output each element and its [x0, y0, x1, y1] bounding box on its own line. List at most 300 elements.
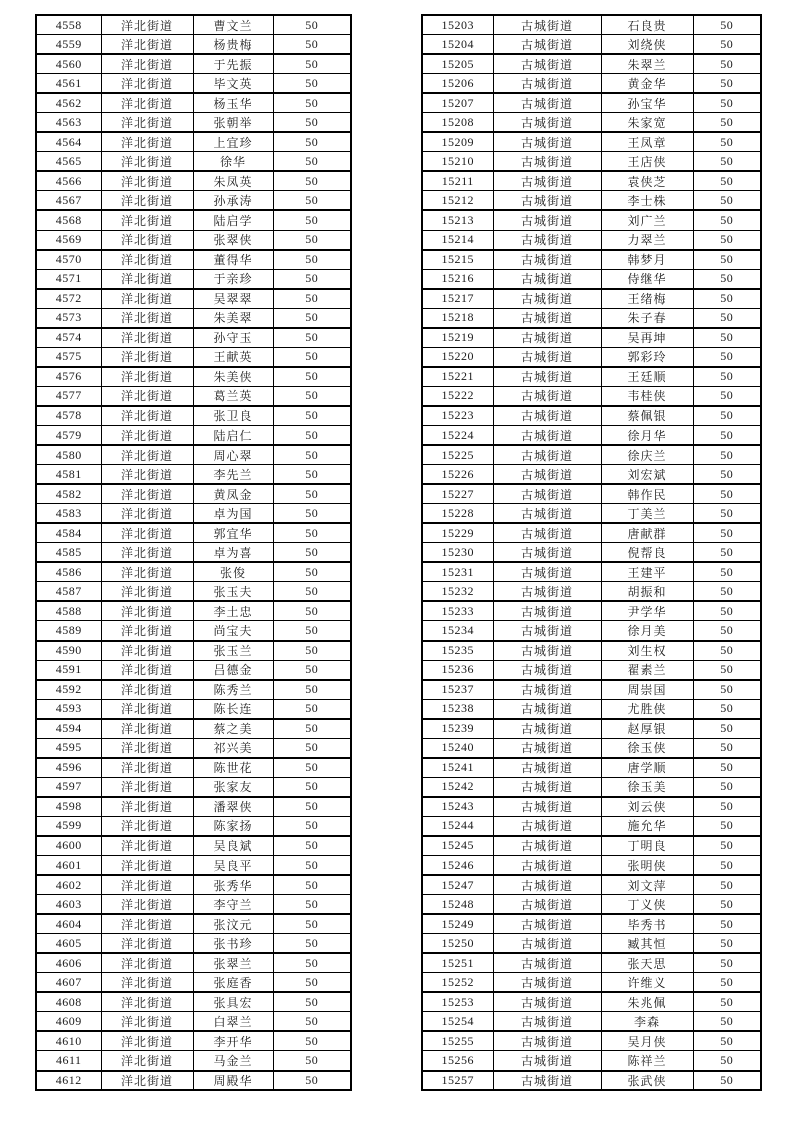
street-cell: 古城街道: [493, 621, 601, 641]
table-row: [422, 93, 761, 113]
table-row: [422, 1071, 761, 1091]
amount-cell: 50: [273, 504, 351, 524]
amount-cell: 50: [273, 895, 351, 915]
name-cell: 徐华: [193, 152, 273, 172]
table-row: [422, 484, 761, 504]
name-cell: 张秀华: [193, 875, 273, 895]
amount-cell: 50: [273, 719, 351, 739]
amount-cell: 50: [693, 1031, 761, 1051]
street-cell: 洋北街道: [101, 856, 193, 876]
street-cell: 古城街道: [493, 171, 601, 191]
table-row: [422, 895, 761, 915]
amount-cell: 50: [693, 347, 761, 367]
person-id-cell: 4607: [36, 973, 101, 993]
person-id-cell: 15206: [422, 74, 493, 94]
street-cell: 洋北街道: [101, 289, 193, 309]
name-cell: 朱翠兰: [601, 54, 693, 74]
person-id-cell: 4576: [36, 367, 101, 387]
name-cell: 张具宏: [193, 992, 273, 1012]
amount-cell: 50: [273, 836, 351, 856]
table-row: [36, 269, 351, 289]
person-id-cell: 4573: [36, 308, 101, 328]
amount-cell: 50: [273, 367, 351, 387]
amount-cell: 50: [693, 719, 761, 739]
amount-cell: 50: [273, 797, 351, 817]
table-row: [36, 289, 351, 309]
person-id-cell: 4592: [36, 680, 101, 700]
table-row: [422, 74, 761, 94]
street-cell: 洋北街道: [101, 562, 193, 582]
person-id-cell: 15231: [422, 562, 493, 582]
street-cell: 古城街道: [493, 660, 601, 680]
person-id-cell: 15222: [422, 386, 493, 406]
street-cell: 洋北街道: [101, 406, 193, 426]
name-cell: 丁美兰: [601, 504, 693, 524]
table-row: [36, 445, 351, 465]
street-cell: 古城街道: [493, 445, 601, 465]
name-cell: 周殿华: [193, 1071, 273, 1091]
table-row: [422, 523, 761, 543]
person-id-cell: 4564: [36, 132, 101, 152]
name-cell: 孙宝华: [601, 93, 693, 113]
amount-cell: 50: [273, 54, 351, 74]
amount-cell: 50: [273, 113, 351, 133]
name-cell: 施允华: [601, 816, 693, 836]
person-id-cell: 4599: [36, 816, 101, 836]
street-cell: 洋北街道: [101, 934, 193, 954]
person-id-cell: 15254: [422, 1012, 493, 1032]
name-cell: 朱凤英: [193, 171, 273, 191]
table-row: [422, 1012, 761, 1032]
street-cell: 洋北街道: [101, 601, 193, 621]
amount-cell: 50: [693, 367, 761, 387]
street-cell: 洋北街道: [101, 582, 193, 602]
person-id-cell: 15257: [422, 1071, 493, 1091]
person-id-cell: 4579: [36, 425, 101, 445]
amount-cell: 50: [273, 777, 351, 797]
table-row: [422, 367, 761, 387]
street-cell: 古城街道: [493, 93, 601, 113]
person-id-cell: 15246: [422, 856, 493, 876]
street-cell: 古城街道: [493, 992, 601, 1012]
table-row: [422, 719, 761, 739]
name-cell: 李土忠: [193, 601, 273, 621]
street-cell: 古城街道: [493, 523, 601, 543]
name-cell: 毕文英: [193, 74, 273, 94]
person-id-cell: 15256: [422, 1051, 493, 1071]
amount-cell: 50: [693, 15, 761, 35]
street-cell: 古城街道: [493, 1051, 601, 1071]
amount-cell: 50: [273, 406, 351, 426]
name-cell: 李开华: [193, 1031, 273, 1051]
table-row: [422, 54, 761, 74]
table-row: [422, 425, 761, 445]
name-cell: 王店侠: [601, 152, 693, 172]
amount-cell: 50: [273, 914, 351, 934]
person-id-cell: 4602: [36, 875, 101, 895]
table-row: [36, 875, 351, 895]
name-cell: 于亲珍: [193, 269, 273, 289]
person-id-cell: 4601: [36, 856, 101, 876]
street-cell: 古城街道: [493, 230, 601, 250]
amount-cell: 50: [273, 660, 351, 680]
table-row: [36, 1031, 351, 1051]
name-cell: 许维义: [601, 973, 693, 993]
person-id-cell: 4596: [36, 758, 101, 778]
person-id-cell: 4559: [36, 35, 101, 55]
person-id-cell: 4575: [36, 347, 101, 367]
amount-cell: 50: [693, 1012, 761, 1032]
name-cell: 黄金华: [601, 74, 693, 94]
name-cell: 杨玉华: [193, 93, 273, 113]
table-row: [422, 445, 761, 465]
name-cell: 陆启仁: [193, 425, 273, 445]
name-cell: 上宜珍: [193, 132, 273, 152]
table-row: [36, 1051, 351, 1071]
amount-cell: 50: [273, 641, 351, 661]
street-cell: 古城街道: [493, 699, 601, 719]
table-row: [36, 113, 351, 133]
amount-cell: 50: [693, 74, 761, 94]
name-cell: 葛兰英: [193, 386, 273, 406]
amount-cell: 50: [273, 269, 351, 289]
amount-cell: 50: [273, 973, 351, 993]
table-row: [422, 152, 761, 172]
amount-cell: 50: [273, 816, 351, 836]
table-row: [422, 953, 761, 973]
person-id-cell: 4590: [36, 641, 101, 661]
person-id-cell: 4604: [36, 914, 101, 934]
table-row: [422, 308, 761, 328]
amount-cell: 50: [273, 738, 351, 758]
street-cell: 洋北街道: [101, 719, 193, 739]
amount-cell: 50: [273, 15, 351, 35]
name-cell: 吴月侠: [601, 1031, 693, 1051]
person-id-cell: 15240: [422, 738, 493, 758]
street-cell: 洋北街道: [101, 386, 193, 406]
street-cell: 洋北街道: [101, 1071, 193, 1091]
person-id-cell: 4563: [36, 113, 101, 133]
amount-cell: 50: [693, 621, 761, 641]
name-cell: 张书珍: [193, 934, 273, 954]
street-cell: 洋北街道: [101, 504, 193, 524]
left-roster-table: [35, 14, 352, 1091]
table-row: [422, 856, 761, 876]
table-row: [36, 660, 351, 680]
amount-cell: 50: [273, 425, 351, 445]
table-row: [422, 934, 761, 954]
name-cell: 陈家扬: [193, 816, 273, 836]
person-id-cell: 4597: [36, 777, 101, 797]
name-cell: 卓为国: [193, 504, 273, 524]
table-row: [422, 15, 761, 35]
street-cell: 洋北街道: [101, 523, 193, 543]
table-row: [422, 758, 761, 778]
street-cell: 古城街道: [493, 406, 601, 426]
street-cell: 洋北街道: [101, 973, 193, 993]
name-cell: 韩梦月: [601, 250, 693, 270]
amount-cell: 50: [273, 543, 351, 563]
person-id-cell: 15239: [422, 719, 493, 739]
person-id-cell: 4570: [36, 250, 101, 270]
person-id-cell: 4611: [36, 1051, 101, 1071]
street-cell: 洋北街道: [101, 641, 193, 661]
street-cell: 古城街道: [493, 425, 601, 445]
person-id-cell: 4577: [36, 386, 101, 406]
amount-cell: 50: [693, 934, 761, 954]
amount-cell: 50: [273, 386, 351, 406]
street-cell: 洋北街道: [101, 543, 193, 563]
street-cell: 洋北街道: [101, 347, 193, 367]
name-cell: 王献英: [193, 347, 273, 367]
person-id-cell: 15219: [422, 328, 493, 348]
person-id-cell: 15234: [422, 621, 493, 641]
street-cell: 洋北街道: [101, 191, 193, 211]
person-id-cell: 4589: [36, 621, 101, 641]
name-cell: 刘绕侠: [601, 35, 693, 55]
street-cell: 洋北街道: [101, 269, 193, 289]
amount-cell: 50: [273, 210, 351, 230]
amount-cell: 50: [693, 386, 761, 406]
person-id-cell: 4560: [36, 54, 101, 74]
street-cell: 古城街道: [493, 1071, 601, 1091]
person-id-cell: 15221: [422, 367, 493, 387]
table-row: [36, 152, 351, 172]
name-cell: 张汶元: [193, 914, 273, 934]
amount-cell: 50: [273, 582, 351, 602]
amount-cell: 50: [273, 1071, 351, 1091]
amount-cell: 50: [693, 484, 761, 504]
person-id-cell: 4571: [36, 269, 101, 289]
amount-cell: 50: [273, 992, 351, 1012]
name-cell: 朱兆佩: [601, 992, 693, 1012]
name-cell: 曹文兰: [193, 15, 273, 35]
person-id-cell: 4606: [36, 953, 101, 973]
amount-cell: 50: [693, 445, 761, 465]
amount-cell: 50: [693, 543, 761, 563]
amount-cell: 50: [693, 93, 761, 113]
name-cell: 张天思: [601, 953, 693, 973]
name-cell: 蔡之美: [193, 719, 273, 739]
name-cell: 董得华: [193, 250, 273, 270]
name-cell: 蔡佩银: [601, 406, 693, 426]
name-cell: 唐献群: [601, 523, 693, 543]
name-cell: 陈秀兰: [193, 680, 273, 700]
person-id-cell: 4593: [36, 699, 101, 719]
street-cell: 古城街道: [493, 777, 601, 797]
street-cell: 古城街道: [493, 308, 601, 328]
table-row: [36, 641, 351, 661]
amount-cell: 50: [273, 445, 351, 465]
name-cell: 孙守玉: [193, 328, 273, 348]
street-cell: 洋北街道: [101, 484, 193, 504]
street-cell: 洋北街道: [101, 758, 193, 778]
name-cell: 丁明良: [601, 836, 693, 856]
table-row: [422, 621, 761, 641]
amount-cell: 50: [273, 35, 351, 55]
street-cell: 洋北街道: [101, 171, 193, 191]
amount-cell: 50: [273, 465, 351, 485]
amount-cell: 50: [693, 641, 761, 661]
amount-cell: 50: [693, 777, 761, 797]
amount-cell: 50: [693, 425, 761, 445]
table-row: [36, 797, 351, 817]
table-row: [36, 621, 351, 641]
table-row: [36, 230, 351, 250]
amount-cell: 50: [273, 132, 351, 152]
street-cell: 古城街道: [493, 1012, 601, 1032]
person-id-cell: 4608: [36, 992, 101, 1012]
amount-cell: 50: [693, 836, 761, 856]
street-cell: 洋北街道: [101, 113, 193, 133]
street-cell: 古城街道: [493, 289, 601, 309]
table-row: [422, 836, 761, 856]
name-cell: 吕德金: [193, 660, 273, 680]
name-cell: 李守兰: [193, 895, 273, 915]
person-id-cell: 4581: [36, 465, 101, 485]
name-cell: 力翠兰: [601, 230, 693, 250]
person-id-cell: 15235: [422, 641, 493, 661]
amount-cell: 50: [273, 250, 351, 270]
table-row: [36, 992, 351, 1012]
amount-cell: 50: [693, 738, 761, 758]
person-id-cell: 15244: [422, 816, 493, 836]
name-cell: 袁侠芝: [601, 171, 693, 191]
street-cell: 洋北街道: [101, 35, 193, 55]
person-id-cell: 15213: [422, 210, 493, 230]
name-cell: 潘翠侠: [193, 797, 273, 817]
street-cell: 古城街道: [493, 504, 601, 524]
name-cell: 吴良平: [193, 856, 273, 876]
table-row: [36, 425, 351, 445]
name-cell: 李先兰: [193, 465, 273, 485]
person-id-cell: 4567: [36, 191, 101, 211]
table-row: [36, 308, 351, 328]
street-cell: 洋北街道: [101, 895, 193, 915]
street-cell: 古城街道: [493, 210, 601, 230]
name-cell: 陈长连: [193, 699, 273, 719]
street-cell: 洋北街道: [101, 15, 193, 35]
name-cell: 郭宜华: [193, 523, 273, 543]
person-id-cell: 15242: [422, 777, 493, 797]
table-row: [36, 15, 351, 35]
table-row: [422, 465, 761, 485]
person-id-cell: 4591: [36, 660, 101, 680]
person-id-cell: 15233: [422, 601, 493, 621]
table-row: [422, 1051, 761, 1071]
street-cell: 古城街道: [493, 719, 601, 739]
table-row: [422, 230, 761, 250]
name-cell: 陈世花: [193, 758, 273, 778]
name-cell: 王绪梅: [601, 289, 693, 309]
name-cell: 尚宝夫: [193, 621, 273, 641]
amount-cell: 50: [273, 953, 351, 973]
table-row: [422, 250, 761, 270]
street-cell: 古城街道: [493, 15, 601, 35]
table-row: [36, 699, 351, 719]
table-row: [422, 406, 761, 426]
person-id-cell: 15224: [422, 425, 493, 445]
person-id-cell: 4588: [36, 601, 101, 621]
table-row: [422, 699, 761, 719]
street-cell: 洋北街道: [101, 93, 193, 113]
name-cell: 徐月华: [601, 425, 693, 445]
table-row: [36, 758, 351, 778]
amount-cell: 50: [693, 132, 761, 152]
street-cell: 洋北街道: [101, 328, 193, 348]
table-row: [36, 719, 351, 739]
name-cell: 刘生权: [601, 641, 693, 661]
amount-cell: 50: [273, 562, 351, 582]
street-cell: 古城街道: [493, 113, 601, 133]
person-id-cell: 4566: [36, 171, 101, 191]
table-row: [36, 504, 351, 524]
table-row: [36, 562, 351, 582]
table-row: [36, 54, 351, 74]
street-cell: 古城街道: [493, 641, 601, 661]
name-cell: 石良贵: [601, 15, 693, 35]
name-cell: 韦桂侠: [601, 386, 693, 406]
table-row: [422, 738, 761, 758]
table-row: [36, 836, 351, 856]
table-row: [36, 386, 351, 406]
person-id-cell: 4595: [36, 738, 101, 758]
street-cell: 古城街道: [493, 543, 601, 563]
name-cell: 杨贵梅: [193, 35, 273, 55]
amount-cell: 50: [273, 93, 351, 113]
street-cell: 古城街道: [493, 836, 601, 856]
name-cell: 周崇国: [601, 680, 693, 700]
person-id-cell: 15237: [422, 680, 493, 700]
street-cell: 洋北街道: [101, 1031, 193, 1051]
amount-cell: 50: [693, 562, 761, 582]
street-cell: 古城街道: [493, 953, 601, 973]
street-cell: 洋北街道: [101, 914, 193, 934]
amount-cell: 50: [273, 289, 351, 309]
street-cell: 古城街道: [493, 367, 601, 387]
person-id-cell: 4594: [36, 719, 101, 739]
person-id-cell: 15209: [422, 132, 493, 152]
name-cell: 张玉夫: [193, 582, 273, 602]
amount-cell: 50: [693, 875, 761, 895]
name-cell: 赵厚银: [601, 719, 693, 739]
table-row: [422, 328, 761, 348]
person-id-cell: 15208: [422, 113, 493, 133]
street-cell: 洋北街道: [101, 797, 193, 817]
street-cell: 古城街道: [493, 54, 601, 74]
amount-cell: 50: [693, 582, 761, 602]
table-row: [36, 680, 351, 700]
amount-cell: 50: [273, 758, 351, 778]
table-row: [422, 680, 761, 700]
person-id-cell: 15249: [422, 914, 493, 934]
amount-cell: 50: [693, 699, 761, 719]
amount-cell: 50: [273, 191, 351, 211]
street-cell: 古城街道: [493, 250, 601, 270]
amount-cell: 50: [693, 289, 761, 309]
table-row: [422, 113, 761, 133]
name-cell: 张俊: [193, 562, 273, 582]
name-cell: 刘广兰: [601, 210, 693, 230]
amount-cell: 50: [693, 328, 761, 348]
name-cell: 朱美翠: [193, 308, 273, 328]
left-roster-body: [36, 15, 351, 1090]
street-cell: 洋北街道: [101, 875, 193, 895]
street-cell: 洋北街道: [101, 54, 193, 74]
table-row: [422, 171, 761, 191]
table-row: [422, 992, 761, 1012]
street-cell: 古城街道: [493, 875, 601, 895]
